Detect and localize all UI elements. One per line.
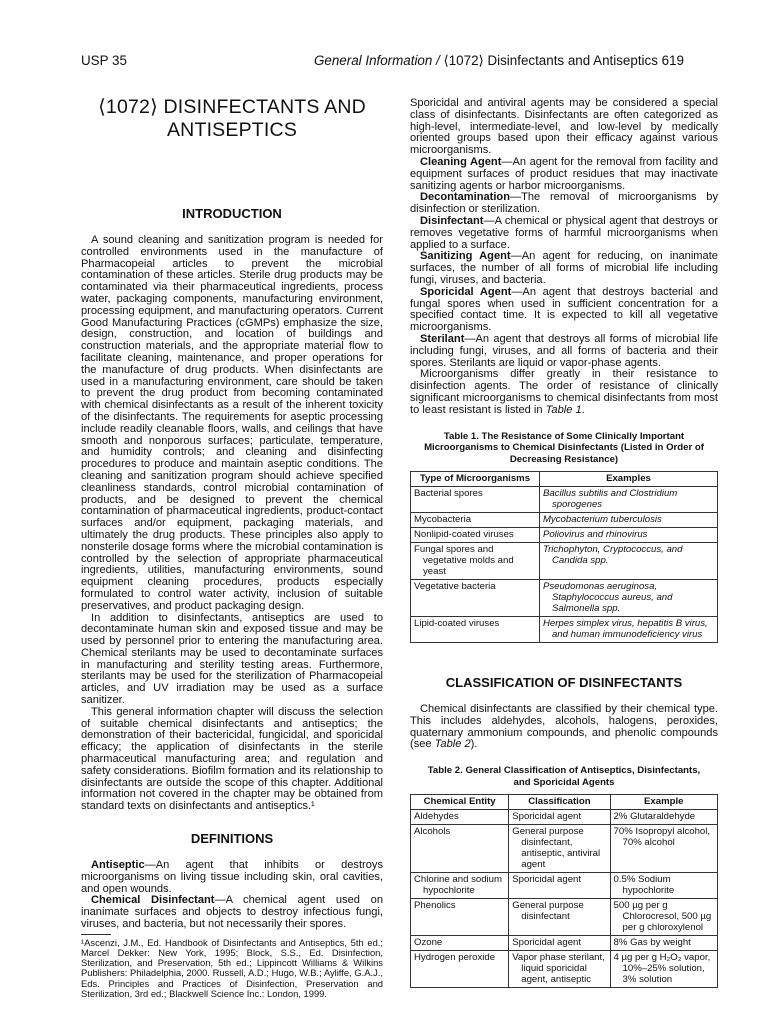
table2-cell-entity: Hydrogen peroxide	[411, 951, 509, 988]
table1-cell-examples: Herpes simplex virus, hepatitis B virus, and human immunodeficiency virus	[539, 617, 717, 643]
table-row	[411, 580, 718, 617]
definitions-heading: DEFINITIONS	[190, 831, 274, 847]
header-section: General Information /	[313, 53, 444, 68]
table1-cell-examples: Trichophyton, Cryptococcus, and Candida spp.	[539, 543, 717, 580]
table-row	[411, 936, 718, 951]
table2-cell-entity: Chlorine and sodium hypochlorite	[411, 873, 509, 899]
definition-sporicidal-agent: Sporicidal Agent—An agent that destroys bacterial and fungal spores when used in sufficient concentration for a specified contact time. It is expected to kill all vegetative microorganisms.	[410, 285, 718, 334]
table2-header-entity: Chemical Entity	[411, 795, 509, 810]
table-row	[411, 487, 718, 513]
table1-reference: Table 1	[545, 403, 582, 416]
resistance-paragraph: Microorganisms differ greatly in their resistance to disinfection agents. The order of resistance of clinically significant microorganisms to chemical disinfectants from most to least resistant is listed in Table 1.	[410, 368, 718, 416]
table-row	[411, 951, 718, 988]
table1-cell-examples: Bacillus subtilis and Clostridium sporogenes	[539, 487, 717, 513]
chapter-title-line2: ANTISEPTICS	[166, 119, 298, 141]
table2-cell-example: 4 µg per g H₂O₂ vapor, 10%–25% solution, 3% solution	[610, 951, 717, 988]
table1-header-type: Type of Microorganisms	[411, 472, 540, 487]
definition-disinfectant: Disinfectant—A chemical or physical agent that destroys or removes vegetative forms of harmful microorganisms when applied to a surface.	[410, 214, 718, 251]
table1-cell-type: Bacterial spores	[411, 487, 540, 513]
table-row	[411, 825, 718, 873]
left-column	[81, 96, 383, 999]
introduction-heading: INTRODUCTION	[182, 206, 282, 221]
table-row	[411, 810, 718, 825]
running-header-right	[314, 53, 684, 69]
table-row	[411, 513, 718, 528]
table-row	[411, 528, 718, 543]
table1-cell-examples: Pseudomonas aeruginosa, Staphylococcus aureus, and Salmonella spp.	[539, 580, 717, 617]
table-row	[411, 617, 718, 643]
table1-cell-type: Lipid-coated viruses	[411, 617, 540, 643]
table2-caption: Table 2. General Classification of Antiseptics, Disinfectants, and Sporicidal Agents	[427, 765, 701, 788]
table2-cell-class: Vapor phase sterilant, liquid sporicidal agent, antiseptic	[509, 951, 610, 988]
chapter-title-line1: ⟨1072⟩ DISINFECTANTS AND	[98, 96, 366, 118]
page-number: 619	[661, 53, 684, 68]
table2-cell-example: 0.5% Sodium hypochlorite	[610, 873, 717, 899]
table2-cell-entity: Ozone	[411, 936, 509, 951]
definition-cleaning-agent: Cleaning Agent—An agent for the removal from facility and equipment surfaces of product residues that may inactivate sanitizing agents or harbor microorganisms.	[410, 155, 719, 192]
definition-sanitizing-agent: Sanitizing Agent—An agent for reducing, on inanimate surfaces, the number of all forms of microbial life including fungi, viruses, and bacteria.	[410, 250, 718, 286]
table1-cell-type: Nonlipid-coated viruses	[411, 528, 540, 543]
table2-cell-entity: Phenolics	[411, 899, 509, 936]
right-column	[410, 98, 718, 988]
intro-paragraph-1: A sound cleaning and sanitization program is needed for controlled environments used in the manufacture of Pharmacopeial articles to prevent the microbial contamination of these articles. Sterile drug products may be contaminated via their pharmaceutical ingredients, process water, packaging components, manufacturing environment, processing equipment, and manufacturing operators. Current Good Manufacturing Practices (cGMPs) emphasize the size, design, construction, and location of buildings and construction materials, and the appropriate material flow to facilitate cleaning, maintenance, and proper operations for the manufacture of drug products. When disinfectants are used in a manufacturing environment, care should be taken to prevent the drug product from becoming contaminated with chemical disinfectants as a result of the inherent toxicity of the disinfectants. The requirements for aseptic processing include readily cleanable floors, walls, and ceilings that have smooth and nonporous surfaces; particulate, temperature, and humidity controls; and cleaning and disinfecting procedures to produce and maintain aseptic conditions. The cleaning and sanitization program should achieve specified cleanliness standards, control microbial contamination of products, and be designed to prevent the chemical contamination of pharmaceutical ingredients, product-contact surfaces and/or equipment, packaging materials, and ultimately the drug products. These principles also apply to nonsterile dosage forms where the microbial contamination is controlled by the selection of appropriate pharmaceutical ingredients, utilities, manufacturing environments, sound equipment cleaning procedures, products especially formulated to control water activity, inclusion of suitable preservatives, and product packaging design.	[81, 234, 383, 612]
table2-cell-example: 8% Gas by weight	[610, 936, 717, 951]
table2-cell-class: Sporicidal agent	[509, 810, 610, 825]
table1-cell-type: Vegetative bacteria	[411, 580, 540, 617]
intro-paragraph-3: This general information chapter will discuss the selection of suitable chemical disinfectants and antiseptics; the demonstration of their bactericidal, fungicidal, and sporicidal efficacy; the application of disinfectants in the sterile pharmaceutical manufacturing area; and regulation and safety considerations. Biofilm formation and its relationship to disinfectants are outside the scope of this chapter. Additional information not covered in the chapter may be obtained from standard texts on disinfectants and antiseptics.¹	[81, 705, 383, 813]
table2-cell-example: 500 µg per g Chlorocresol, 500 µg per g chloroxylenol	[610, 899, 717, 936]
classification-paragraph: Chemical disinfectants are classified by their chemical type. This includes aldehydes, alcohols, halogens, peroxides, quaternary ammonium compounds, and phenolic compounds (see Table 2).	[410, 703, 718, 751]
table-row	[411, 873, 718, 899]
table-row	[411, 543, 718, 580]
definition-antiseptic: Antiseptic—An agent that inhibits or destroys microorganisms on living tissue including skin, oral cavities, and open wounds.	[81, 859, 383, 895]
table2-cell-example: 2% Glutaraldehyde	[610, 810, 717, 825]
table-row	[411, 899, 718, 936]
table2-cell-entity: Aldehydes	[411, 810, 509, 825]
definition-decontamination: Decontamination—The removal of microorganisms by disinfection or sterilization.	[410, 191, 718, 216]
definitions-continued: Sporicidal and antiviral agents may be considered a special class of disinfectants. Disinfectants are often categorized as high-level, intermediate-level, and low-level by medically oriented groups based upon their efficacy against various microorganisms.	[410, 97, 718, 157]
table2	[410, 794, 718, 988]
table2-header-example: Example	[610, 795, 717, 810]
table1-header-examples: Examples	[539, 472, 717, 487]
footnote: ¹Ascenzi, J.M., Ed. Handbook of Disinfectants and Antiseptics, 5th ed.; Marcel Dekker: New York, 1995; Block, S.S., Ed. Disinfection, Sterilization, and Preservation, 5th ed.; Lippincott Williams & Wilkins Publishers: Philadelphia, 2000. Russell, A.D.; Hugo, W.B.; Ayliffe, G.A.J., Eds. Principles and Practices of Disinfection, Preservation and Sterilization, 3rd ed.; Blackwell Science Inc.: London, 1999.	[81, 936, 383, 999]
table2-cell-class: Sporicidal agent	[509, 873, 610, 899]
table1-cell-examples: Mycobacterium tuberculosis	[539, 513, 717, 528]
table2-header-classification: Classification	[509, 795, 610, 810]
table1-cell-examples: Poliovirus and rhinovirus	[539, 528, 717, 543]
header-chapter: ⟨1072⟩ Disinfectants and Antiseptics	[443, 53, 658, 68]
running-header-left: USP 35	[81, 53, 127, 68]
term-antiseptic: Antiseptic	[91, 859, 145, 872]
intro-paragraph-2: In addition to disinfectants, antiseptics are used to decontaminate human skin and exposed tissue and may be used by personnel prior to entering the manufacturing area. Chemical sterilants may be used to decontaminate surfaces in manufacturing and sterility testing areas. Furthermore, sterilants may be used for the sterilization of Pharmacopeial articles, and UV irradiation may be used as a surface sanitizer.	[81, 611, 383, 707]
classification-heading: CLASSIFICATION OF DISINFECTANTS	[445, 675, 683, 691]
table2-cell-entity: Alcohols	[411, 825, 509, 873]
table2-cell-class: Sporicidal agent	[509, 936, 610, 951]
chapter-title	[81, 96, 383, 142]
definition-sterilant: Sterilant—An agent that destroys all forms of microbial life including fungi, viruses, and all forms of bacteria and their spores. Sterilants are liquid or vapor-phase agents.	[410, 332, 718, 369]
table1-cell-type: Mycobacteria	[411, 513, 540, 528]
definition-chemical-disinfectant: Chemical Disinfectant—A chemical agent used on inanimate surfaces and objects to destroy infectious fungi, viruses, and bacteria, but not necessarily their spores.	[81, 894, 383, 931]
table2-cell-example: 70% Isopropyl alcohol, 70% alcohol	[610, 825, 717, 873]
table2-cell-class: General purpose disinfectant, antiseptic, antiviral agent	[509, 825, 610, 873]
term-chemical-disinfectant: Chemical Disinfectant	[91, 894, 215, 907]
table2-cell-class: General purpose disinfectant	[509, 899, 610, 936]
table1-cell-type: Fungal spores and vegetative molds and yeast	[411, 543, 540, 580]
table1	[410, 471, 718, 643]
table1-caption: Table 1. The Resistance of Some Clinically Important Microorganisms to Chemical Disinfectants (Listed in Order of Decreasing Resistance)	[424, 430, 704, 465]
table2-reference: Table 2	[434, 738, 471, 751]
footnote-rule	[81, 934, 111, 935]
